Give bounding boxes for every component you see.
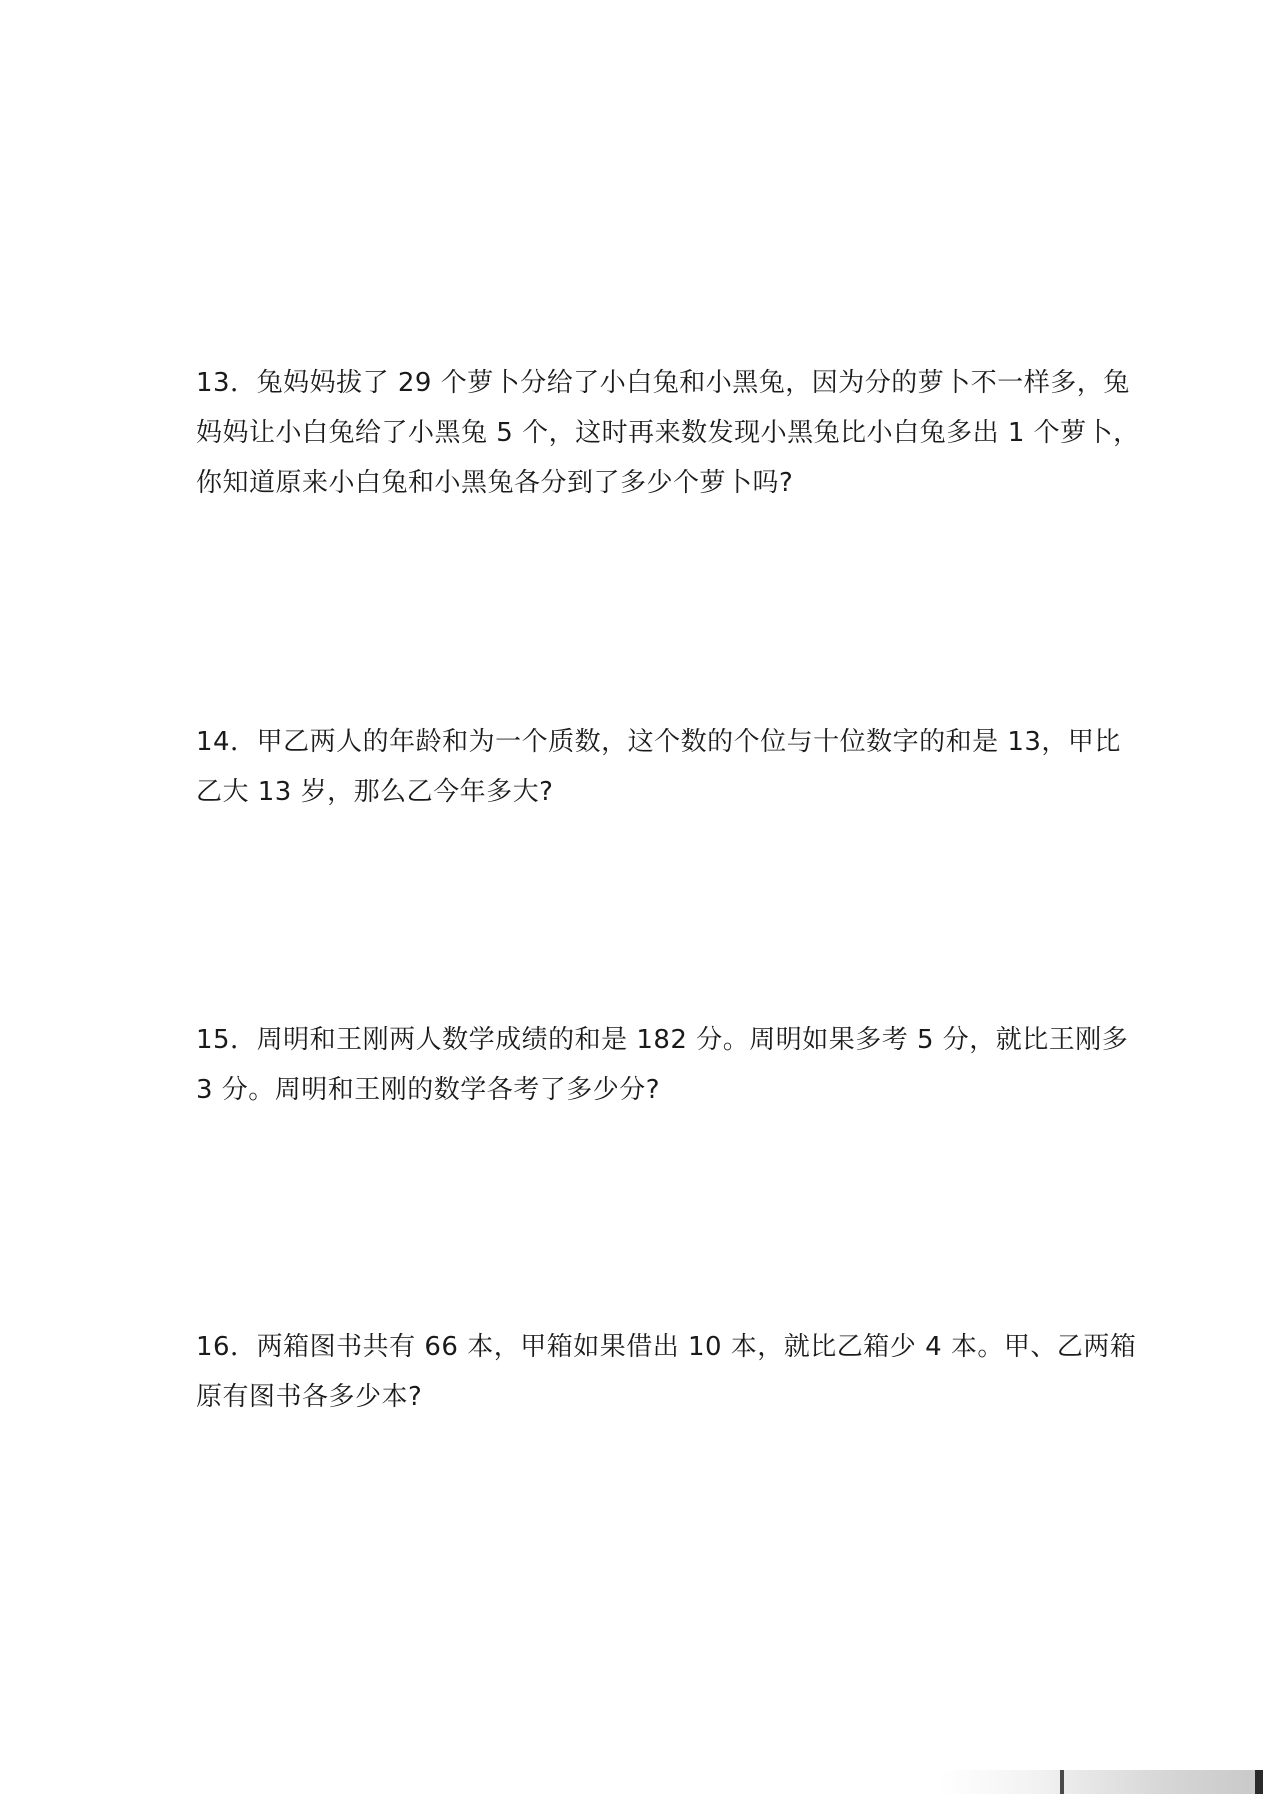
question-15-line-1: 15．周明和王刚两人数学成绩的和是 182 分。周明如果多考 5 分，就比王刚多: [196, 1025, 1129, 1055]
scan-artifact-mark: [1060, 1770, 1064, 1794]
question-13-line-3: 你知道原来小白兔和小黑兔各分到了多少个萝卜吗?: [196, 468, 794, 498]
scan-artifact-bar: [940, 1770, 1263, 1794]
question-14-line-1: 14．甲乙两人的年龄和为一个质数，这个数的个位与十位数字的和是 13，甲比: [196, 727, 1121, 757]
question-16-line-2: 原有图书各多少本?: [196, 1382, 423, 1412]
question-15-line-2: 3 分。周明和王刚的数学各考了多少分?: [196, 1075, 661, 1105]
question-14-line-2: 乙大 13 岁，那么乙今年多大?: [196, 777, 554, 807]
scan-artifact-edge: [1255, 1770, 1263, 1794]
question-14: [196, 717, 1121, 817]
question-16: [196, 1322, 1137, 1422]
question-13: [196, 358, 1140, 508]
question-13-line-2: 妈妈让小白兔给了小黑兔 5 个，这时再来数发现小黑兔比小白兔多出 1 个萝卜，: [196, 418, 1140, 448]
question-13-line-1: 13．兔妈妈拔了 29 个萝卜分给了小白兔和小黑兔，因为分的萝卜不一样多，兔: [196, 368, 1130, 398]
question-16-line-1: 16．两箱图书共有 66 本，甲箱如果借出 10 本，就比乙箱少 4 本。甲、乙两箱: [196, 1332, 1137, 1362]
question-15: [196, 1015, 1129, 1115]
